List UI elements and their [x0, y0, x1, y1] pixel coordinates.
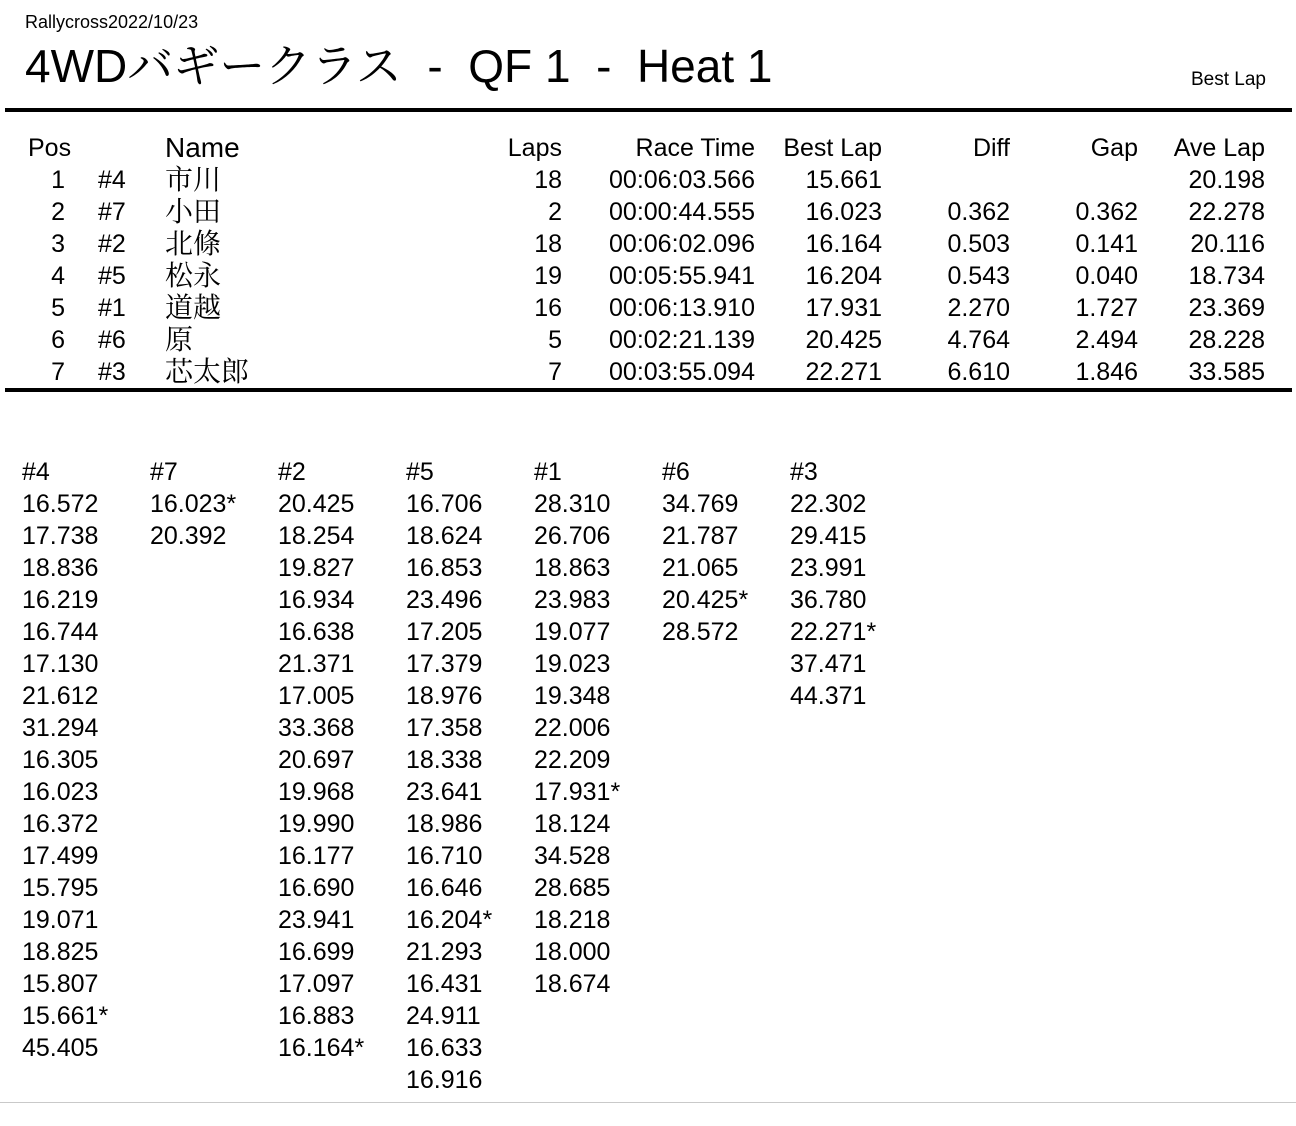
lap-time: 18.976 [406, 682, 483, 710]
lap-column-times [534, 488, 662, 1000]
result-row [25, 228, 1266, 260]
lap-time: 44.371 [790, 682, 867, 710]
col-header-laps: Laps [507, 134, 562, 162]
car-number-cell: #3 [98, 358, 126, 386]
lap-time: 23.991 [790, 554, 867, 582]
lap-time: 18.000 [534, 938, 611, 966]
lap-time: 36.780 [790, 586, 867, 614]
pos-cell: 7 [51, 358, 65, 386]
lap-time: 17.358 [406, 714, 483, 742]
car-number-cell: #6 [98, 326, 126, 354]
lap-time: 21.612 [22, 682, 99, 710]
race-time-cell: 00:03:55.094 [609, 358, 755, 386]
gap-cell: 1.727 [1075, 294, 1138, 322]
lap-time: 16.934 [278, 586, 355, 614]
lap-column-car-number: #5 [406, 458, 434, 486]
lap-time: 34.528 [534, 842, 611, 870]
lap-column-car-number: #2 [278, 458, 306, 486]
col-header-diff: Diff [972, 134, 1010, 162]
lap-column [278, 456, 406, 1096]
col-header-gap: Gap [1090, 134, 1138, 162]
lap-time: 19.071 [22, 906, 99, 934]
lap-time: 16.646 [406, 874, 483, 902]
lap-time: 16.916 [406, 1066, 483, 1094]
gap-cell: 0.362 [1075, 198, 1138, 226]
page-title: 4WDバギークラス - QF 1 - Heat 1 [25, 40, 773, 92]
lap-time: 15.807 [22, 970, 99, 998]
lap-time: 34.769 [662, 490, 739, 518]
lap-time: 16.638 [278, 618, 355, 646]
best-lap-cell: 17.931 [805, 294, 882, 322]
driver-name-cell: 原 [165, 324, 194, 355]
ave-lap-cell: 33.585 [1188, 358, 1265, 386]
driver-name-cell: 道越 [165, 292, 222, 323]
lap-time: 16.633 [406, 1034, 483, 1062]
lap-time: 17.130 [22, 650, 99, 678]
car-number-cell: #1 [98, 294, 126, 322]
lap-time: 45.405 [22, 1034, 99, 1062]
lap-column-times [278, 488, 406, 1064]
lap-column [534, 456, 662, 1096]
pos-cell: 1 [51, 166, 65, 194]
diff-cell: 4.764 [947, 326, 1010, 354]
lap-time: 20.392 [150, 522, 227, 550]
lap-column [406, 456, 534, 1096]
lap-time: 20.697 [278, 746, 355, 774]
race-time-cell: 00:05:55.941 [609, 262, 755, 290]
gap-cell: 1.846 [1075, 358, 1138, 386]
race-time-cell: 00:06:03.566 [609, 166, 755, 194]
lap-time: 29.415 [790, 522, 867, 550]
lap-time: 17.379 [406, 650, 483, 678]
race-time-cell: 00:06:02.096 [609, 230, 755, 258]
lap-time: 18.986 [406, 810, 483, 838]
lap-time: 16.372 [22, 810, 99, 838]
race-time-cell: 00:06:13.910 [609, 294, 755, 322]
pos-cell: 5 [51, 294, 65, 322]
lap-time: 22.006 [534, 714, 611, 742]
result-row [25, 324, 1266, 356]
laps-cell: 7 [548, 358, 562, 386]
ave-lap-cell: 23.369 [1188, 294, 1265, 322]
col-header-race-time: Race Time [635, 134, 755, 162]
lap-time: 18.218 [534, 906, 611, 934]
race-time-cell: 00:02:21.139 [609, 326, 755, 354]
car-number-cell: #2 [98, 230, 126, 258]
lap-time: 21.065 [662, 554, 739, 582]
driver-name-cell: 北條 [165, 228, 222, 259]
lap-time: 16.706 [406, 490, 483, 518]
pos-cell: 3 [51, 230, 65, 258]
lap-time: 23.941 [278, 906, 355, 934]
laps-cell: 19 [534, 262, 562, 290]
best-lap-cell: 22.271 [805, 358, 882, 386]
result-row [25, 292, 1266, 324]
lap-time: 21.371 [278, 650, 355, 678]
lap-time: 19.968 [278, 778, 355, 806]
driver-name-cell: 市川 [165, 164, 222, 195]
ave-lap-cell: 20.198 [1188, 166, 1265, 194]
lap-time: 28.310 [534, 490, 611, 518]
ave-lap-cell: 20.116 [1190, 230, 1265, 258]
lap-time: 18.338 [406, 746, 483, 774]
lap-column-car-number: #4 [22, 458, 50, 486]
diff-cell: 0.543 [947, 262, 1010, 290]
result-row [25, 260, 1266, 292]
lap-time: 16.699 [278, 938, 355, 966]
results-rows [25, 164, 1266, 388]
lap-column-times [22, 488, 150, 1064]
lap-time: 16.305 [22, 746, 99, 774]
lap-time: 21.787 [662, 522, 739, 550]
best-lap-cell: 15.661 [805, 166, 882, 194]
lap-time: 16.710 [406, 842, 483, 870]
results-header-row [25, 132, 1266, 164]
diff-cell: 6.610 [947, 358, 1010, 386]
lap-time: 18.624 [406, 522, 483, 550]
lap-column [662, 456, 790, 1096]
lap-column [150, 456, 278, 1096]
laps-cell: 2 [548, 198, 562, 226]
lap-time: 16.204* [406, 906, 493, 934]
lap-column-times [662, 488, 790, 648]
lap-time: 19.827 [278, 554, 355, 582]
lap-time: 17.205 [406, 618, 483, 646]
col-header-name: Name [165, 132, 240, 163]
lap-time: 22.209 [534, 746, 611, 774]
ave-lap-cell: 28.228 [1188, 326, 1265, 354]
gap-cell: 2.494 [1075, 326, 1138, 354]
ave-lap-cell: 18.734 [1188, 262, 1265, 290]
lap-time: 16.023* [150, 490, 237, 518]
diff-cell [882, 164, 1010, 196]
laps-cell: 18 [534, 166, 562, 194]
driver-name-cell: 小田 [165, 196, 222, 227]
lap-column [22, 456, 150, 1096]
laps-cell: 18 [534, 230, 562, 258]
result-row [25, 356, 1266, 388]
lap-column-car-number: #7 [150, 458, 178, 486]
lap-column-times [150, 488, 278, 552]
lap-time: 19.990 [278, 810, 355, 838]
lap-time: 15.661* [22, 1002, 109, 1030]
pos-cell: 2 [51, 198, 65, 226]
lap-column [790, 456, 918, 1096]
diff-cell: 2.270 [947, 294, 1010, 322]
lap-time: 28.685 [534, 874, 611, 902]
lap-time: 19.077 [534, 618, 611, 646]
header-divider [5, 108, 1292, 112]
lap-time: 17.097 [278, 970, 355, 998]
lap-time: 16.572 [22, 490, 99, 518]
diff-cell: 0.362 [947, 198, 1010, 226]
lap-column-car-number: #6 [662, 458, 690, 486]
laps-cell: 5 [548, 326, 562, 354]
event-date: Rallycross2022/10/23 [25, 12, 199, 32]
lap-time: 18.254 [278, 522, 355, 550]
title-row [22, 38, 1266, 94]
gap-cell: 0.040 [1075, 262, 1138, 290]
lap-column-times [790, 488, 918, 712]
col-header-ave-lap: Ave Lap [1173, 134, 1265, 162]
lap-time: 23.983 [534, 586, 611, 614]
lap-time: 16.023 [22, 778, 99, 806]
lap-time: 16.690 [278, 874, 355, 902]
lap-time: 16.219 [22, 586, 99, 614]
lap-time: 31.294 [22, 714, 99, 742]
laps-cell: 16 [534, 294, 562, 322]
lap-column-car-number: #1 [534, 458, 562, 486]
table-divider [5, 388, 1292, 392]
lap-time: 17.931* [534, 778, 621, 806]
lap-time: 23.641 [406, 778, 483, 806]
lap-time: 18.674 [534, 970, 611, 998]
race-time-cell: 00:00:44.555 [609, 198, 755, 226]
pos-cell: 6 [51, 326, 65, 354]
lap-time: 21.293 [406, 938, 483, 966]
lap-time: 23.496 [406, 586, 483, 614]
best-lap-cell: 16.023 [805, 198, 882, 226]
lap-time: 20.425* [662, 586, 749, 614]
best-lap-corner-label: Best Lap [1191, 69, 1266, 90]
lap-time: 18.836 [22, 554, 99, 582]
lap-time: 19.348 [534, 682, 611, 710]
pos-cell: 4 [51, 262, 65, 290]
driver-name-cell: 芯太郎 [165, 356, 250, 387]
driver-name-cell: 松永 [165, 260, 222, 291]
footer-divider [0, 1102, 1296, 1103]
lap-time: 28.572 [662, 618, 739, 646]
lap-time: 24.911 [406, 1002, 481, 1030]
car-number-cell: #7 [98, 198, 126, 226]
best-lap-cell: 20.425 [805, 326, 882, 354]
car-number-cell: #5 [98, 262, 126, 290]
lap-time: 18.124 [534, 810, 611, 838]
col-header-carno [65, 132, 165, 164]
lap-time: 17.738 [22, 522, 99, 550]
ave-lap-cell: 22.278 [1188, 198, 1265, 226]
lap-column-times [406, 488, 534, 1096]
lap-time: 18.863 [534, 554, 611, 582]
lap-time: 18.825 [22, 938, 99, 966]
lap-time: 16.883 [278, 1002, 355, 1030]
lap-time: 37.471 [790, 650, 867, 678]
col-header-best-lap: Best Lap [783, 134, 882, 162]
lap-time: 16.164* [278, 1034, 365, 1062]
lap-time: 17.005 [278, 682, 355, 710]
diff-cell: 0.503 [947, 230, 1010, 258]
lap-time: 16.744 [22, 618, 99, 646]
lap-times-section [22, 456, 1266, 1096]
gap-cell [1010, 164, 1138, 196]
lap-time: 22.271* [790, 618, 877, 646]
lap-time: 22.302 [790, 490, 867, 518]
best-lap-cell: 16.164 [805, 230, 882, 258]
result-row [25, 196, 1266, 228]
lap-time: 33.368 [278, 714, 355, 742]
gap-cell: 0.141 [1075, 230, 1138, 258]
lap-time: 19.023 [534, 650, 611, 678]
best-lap-cell: 16.204 [805, 262, 882, 290]
lap-time: 20.425 [278, 490, 355, 518]
results-table [25, 132, 1266, 388]
lap-time: 16.853 [406, 554, 483, 582]
car-number-cell: #4 [98, 166, 126, 194]
lap-time: 26.706 [534, 522, 611, 550]
result-row [25, 164, 1266, 196]
lap-column-car-number: #3 [790, 458, 818, 486]
lap-time: 17.499 [22, 842, 99, 870]
lap-time: 15.795 [22, 874, 99, 902]
lap-time: 16.177 [278, 842, 355, 870]
col-header-pos: Pos [28, 134, 72, 162]
lap-time: 16.431 [406, 970, 483, 998]
